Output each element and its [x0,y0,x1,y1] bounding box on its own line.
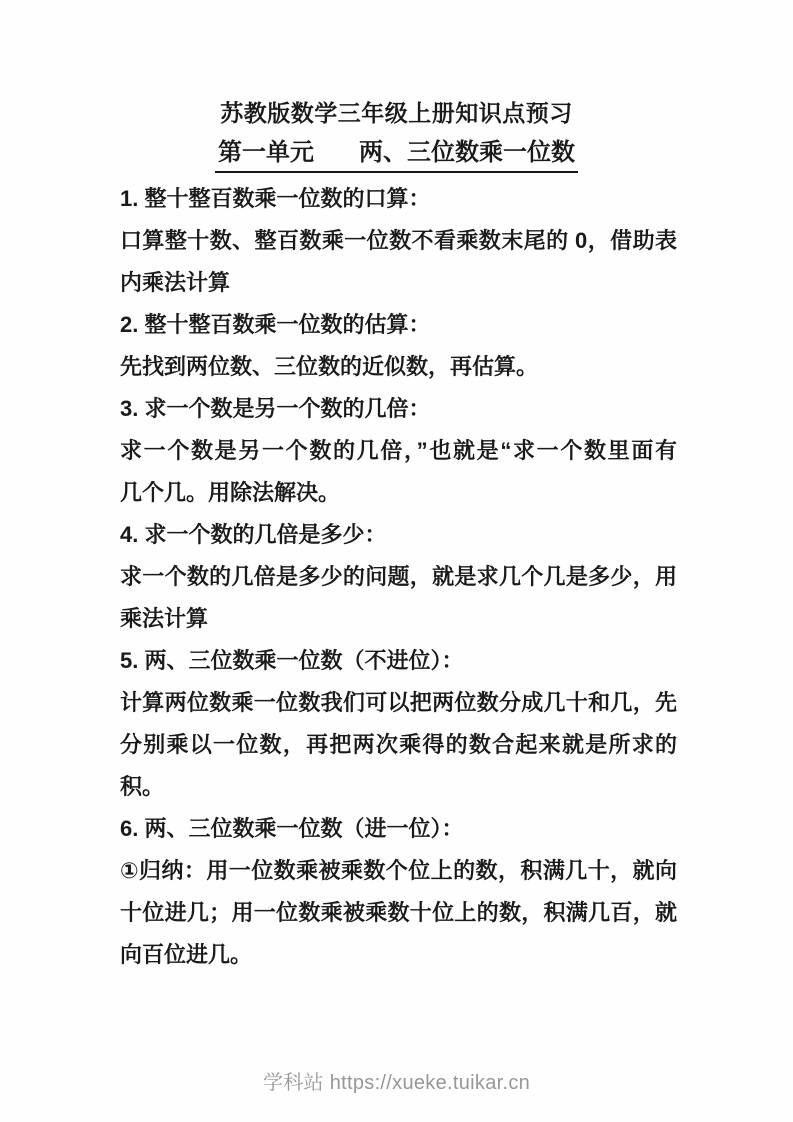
text-line: 先找到两位数、三位数的近似数，再估算。 [120,354,539,379]
text-line: 求一个数的几倍是多少的问题，就是求几个几是多少，用 [120,564,677,589]
unit-heading [215,139,578,173]
text-line: 分别乘以一位数，再把两次乘得的数合起来就是所求的 [120,732,677,757]
unit-number: 第一单元 [218,139,314,166]
text-line: 计算两位数乘一位数我们可以把两位数分成几十和几，先 [120,690,677,715]
text-line: 5. 两、三位数乘一位数（不进位）： [120,648,464,673]
text-line: 1. 整十整百数乘一位数的口算： [120,186,431,211]
document-body [120,178,677,976]
text-line: 4. 求一个数的几倍是多少： [120,522,387,547]
text-line: 内乘法计算 [120,270,231,295]
text-line: 3. 求一个数是另一个数的几倍： [120,396,431,421]
footer-watermark: 学科站 https://xueke.tuikar.cn [262,1072,531,1094]
text-line: 十位进几；用一位数乘被乘数十位上的数，积满几百，就 [120,900,677,925]
text-line: 口算整十数、整百数乘一位数不看乘数末尾的 0，借助表 [120,228,677,253]
text-line: 几个几。用除法解决。 [120,480,341,505]
unit-heading-row [0,139,793,173]
text-line: 6. 两、三位数乘一位数（进一位）： [120,816,464,841]
text-line: ①归纳：用一位数乘被乘数个位上的数，积满几十，就向 [120,858,677,883]
text-line: 2. 整十整百数乘一位数的估算： [120,312,431,337]
text-line: 积。 [120,774,165,799]
text-line: 乘法计算 [120,606,209,631]
text-line: 求一个数是另一个数的几倍，”也就是“求一个数里面有 [120,438,677,463]
text-line: 向百位进几。 [120,942,253,967]
page-title: 苏教版数学三年级上册知识点预习 [220,100,573,126]
unit-topic: 两、三位数乘一位数 [359,139,575,166]
